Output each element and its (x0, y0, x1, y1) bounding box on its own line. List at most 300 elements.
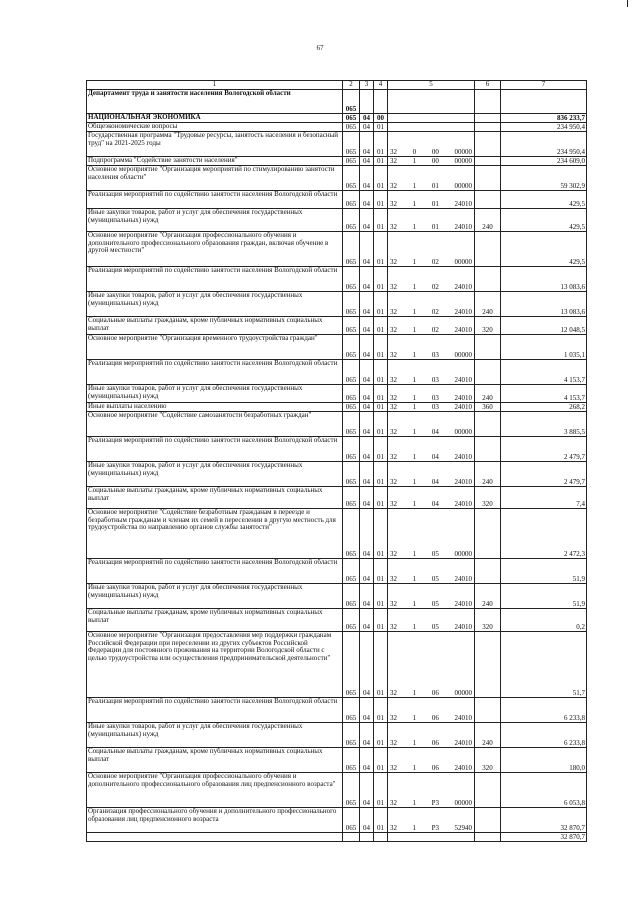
row-vr (475, 267, 501, 292)
csr-program: 32 (390, 763, 397, 772)
row-gr: 065 (343, 609, 360, 632)
row-sum: 234 950,4 (501, 123, 587, 132)
csr-direction: 00000 (454, 147, 472, 156)
row-name: Реализация мероприятий по содействию занятости населения Вологодской области (87, 267, 343, 292)
row-sum: 6 053,8 (501, 773, 587, 808)
csr-direction: 24010 (454, 599, 472, 608)
csr-event: 00 (431, 147, 439, 156)
csr-subprogram: 1 (412, 282, 417, 291)
csr-direction: 24010 (454, 307, 472, 316)
row-csr (388, 114, 475, 123)
row-sum: 2 472,3 (501, 509, 587, 559)
table-row (87, 114, 587, 123)
csr-event: 06 (431, 713, 439, 722)
row-rz: 04 (360, 191, 374, 209)
csr-direction: 24010 (454, 574, 472, 583)
row-pr: 01 (374, 191, 388, 209)
row-gr: 065 (343, 335, 360, 360)
row-rz (360, 90, 374, 114)
csr-subprogram: 1 (412, 599, 417, 608)
row-csr (388, 487, 475, 509)
csr-subprogram: 1 (412, 549, 417, 558)
csr-program: 32 (390, 599, 397, 608)
row-rz: 04 (360, 698, 374, 723)
row-pr: 01 (374, 748, 388, 773)
csr-event: 05 (431, 622, 439, 631)
row-gr: 065 (343, 191, 360, 209)
row-vr (475, 360, 501, 385)
csr-program: 32 (390, 222, 397, 231)
header-col-2: 2 (343, 81, 360, 90)
table-row (87, 209, 587, 232)
row-name: Основное мероприятие "Содействие самозанятости безработных граждан" (87, 412, 343, 437)
row-gr (343, 833, 360, 842)
row-sum: 180,0 (501, 748, 587, 773)
row-pr: 01 (374, 609, 388, 632)
row-rz: 04 (360, 360, 374, 385)
csr-code (389, 825, 473, 833)
csr-event: 04 (431, 427, 439, 436)
row-rz: 04 (360, 403, 374, 412)
csr-code (389, 404, 473, 412)
row-csr (388, 609, 475, 632)
table-row (87, 632, 587, 698)
row-vr (475, 191, 501, 209)
csr-subprogram: 1 (412, 713, 417, 722)
csr-program: 32 (390, 738, 397, 747)
row-pr: 01 (374, 166, 388, 191)
row-name: Социальные выплаты гражданам, кроме публичных нормативных социальных выплат (87, 609, 343, 632)
row-vr (475, 123, 501, 132)
csr-code (389, 601, 473, 609)
budget-table (86, 80, 587, 842)
row-vr (475, 232, 501, 267)
row-name: Основное мероприятие "Организация мероприятий по стимулированию занятости населения области" (87, 166, 343, 191)
csr-code (389, 395, 473, 403)
row-name: Основное мероприятие "Организация предоставления мер поддержки гражданам Российской Федерации при переселении из других субъектов Российской Федерации для постоянного проживания на территории Вологодской области с целью трудоустройства или осуществления предпринимательской деятельности" (87, 632, 343, 698)
csr-direction: 00000 (454, 350, 472, 359)
row-vr (475, 335, 501, 360)
csr-direction: 00000 (454, 798, 472, 807)
table-row (87, 412, 587, 437)
row-pr: 01 (374, 123, 388, 132)
row-gr: 065 (343, 487, 360, 509)
row-name: Основное мероприятие "Организация профессионального обучения и дополнительного профессионального образования лиц предпенсионного возраста" (87, 773, 343, 808)
row-csr (388, 90, 475, 114)
csr-event: 02 (431, 325, 439, 334)
row-csr (388, 317, 475, 335)
table-row (87, 267, 587, 292)
row-name: Иные закупки товаров, работ и услуг для обеспечения государственных (муниципальных) нужд (87, 462, 343, 487)
row-vr (475, 437, 501, 462)
csr-program: 32 (390, 549, 397, 558)
csr-subprogram: 1 (412, 688, 417, 697)
row-rz: 04 (360, 723, 374, 748)
row-pr: 01 (374, 385, 388, 403)
row-pr: 01 (374, 559, 388, 584)
csr-code (389, 501, 473, 509)
row-rz: 04 (360, 509, 374, 559)
csr-direction: 00000 (454, 549, 472, 558)
csr-program: 32 (390, 713, 397, 722)
row-name: Реализация мероприятий по содействию занятости населения Вологодской области (87, 437, 343, 462)
row-gr: 065 (343, 559, 360, 584)
row-sum: 7,4 (501, 487, 587, 509)
row-sum: 4 153,7 (501, 360, 587, 385)
row-gr: 065 (343, 360, 360, 385)
table-row (87, 232, 587, 267)
row-csr (388, 123, 475, 132)
row-name: Подпрограмма "Содействие занятости населения" (87, 157, 343, 166)
row-vr: 320 (475, 609, 501, 632)
csr-code (389, 327, 473, 335)
csr-event: 05 (431, 574, 439, 583)
table-row (87, 437, 587, 462)
csr-event: 05 (431, 549, 439, 558)
row-sum: 2 479,7 (501, 437, 587, 462)
row-name: Социальные выплаты гражданам, кроме публичных нормативных социальных выплат (87, 487, 343, 509)
csr-event: 05 (431, 599, 439, 608)
row-vr (475, 114, 501, 123)
row-name: Иные закупки товаров, работ и услуг для обеспечения государственных (муниципальных) нужд (87, 584, 343, 609)
row-name: Реализация мероприятий по содействию занятости населения Вологодской области (87, 191, 343, 209)
csr-subprogram: 1 (412, 325, 417, 334)
row-csr (388, 209, 475, 232)
row-vr: 240 (475, 292, 501, 317)
table-row (87, 462, 587, 487)
row-csr (388, 698, 475, 723)
row-name: Департамент труда и занятости населения Вологодской области (87, 90, 343, 114)
csr-code (389, 284, 473, 292)
csr-subprogram: 1 (412, 574, 417, 583)
csr-event: 03 (431, 350, 439, 359)
row-gr: 065 (343, 157, 360, 166)
row-name: Иные закупки товаров, работ и услуг для обеспечения государственных (муниципальных) нужд (87, 292, 343, 317)
row-vr: 240 (475, 723, 501, 748)
row-sum: 6 233,8 (501, 723, 587, 748)
row-csr (388, 335, 475, 360)
row-pr: 01 (374, 723, 388, 748)
csr-event: P3 (431, 823, 439, 832)
table-row (87, 90, 587, 114)
row-rz: 04 (360, 209, 374, 232)
csr-direction: 24010 (454, 402, 472, 411)
row-pr: 01 (374, 267, 388, 292)
csr-subprogram: 1 (412, 477, 417, 486)
table-row (87, 559, 587, 584)
csr-direction: 24010 (454, 375, 472, 384)
row-vr: 360 (475, 403, 501, 412)
csr-direction: 00000 (454, 156, 472, 165)
row-sum: 234 950,4 (501, 132, 587, 157)
row-sum: 268,2 (501, 403, 587, 412)
header-col-7: 7 (501, 81, 587, 90)
csr-direction: 24010 (454, 199, 472, 208)
row-csr (388, 232, 475, 267)
row-sum: 836 233,7 (501, 114, 587, 123)
csr-direction: 24010 (454, 713, 472, 722)
row-name: Основное мероприятие "Содействие безработным гражданам в переезде и безработным гражданам и членам их семей в переселении в другую местность для трудоустройства по направлению органов службы занятости" (87, 509, 343, 559)
csr-subprogram: 1 (412, 307, 417, 316)
csr-event: P3 (431, 798, 439, 807)
csr-subprogram: 1 (412, 622, 417, 631)
row-csr (388, 292, 475, 317)
header-col-3: 3 (360, 81, 374, 90)
row-pr: 01 (374, 292, 388, 317)
csr-direction: 24010 (454, 325, 472, 334)
csr-program: 32 (390, 798, 397, 807)
table-row (87, 833, 587, 842)
row-gr: 065 (343, 385, 360, 403)
csr-event: 06 (431, 763, 439, 772)
csr-direction: 24010 (454, 282, 472, 291)
csr-program: 32 (390, 307, 397, 316)
row-sum: 59 302,9 (501, 166, 587, 191)
row-vr: 240 (475, 209, 501, 232)
row-pr: 01 (374, 808, 388, 833)
csr-program: 32 (390, 147, 397, 156)
table-row (87, 292, 587, 317)
csr-subprogram: 1 (412, 199, 417, 208)
row-name: Социальные выплаты гражданам, кроме публичных нормативных социальных выплат (87, 317, 343, 335)
row-sum: 429,5 (501, 209, 587, 232)
row-pr: 01 (374, 584, 388, 609)
row-csr (388, 360, 475, 385)
row-csr (388, 559, 475, 584)
row-csr (388, 808, 475, 833)
row-pr: 01 (374, 412, 388, 437)
row-rz: 04 (360, 317, 374, 335)
csr-direction: 24010 (454, 222, 472, 231)
row-pr: 01 (374, 509, 388, 559)
csr-program: 32 (390, 375, 397, 384)
page-corner-mark (627, 0, 628, 7)
row-vr (475, 132, 501, 157)
csr-subprogram: 1 (412, 798, 417, 807)
row-vr (475, 808, 501, 833)
row-gr: 065 (343, 232, 360, 267)
row-csr (388, 632, 475, 698)
csr-event: 01 (431, 222, 439, 231)
csr-program: 32 (390, 199, 397, 208)
csr-event: 04 (431, 477, 439, 486)
row-rz: 04 (360, 166, 374, 191)
table-row (87, 748, 587, 773)
csr-direction: 24010 (454, 763, 472, 772)
csr-event: 02 (431, 282, 439, 291)
row-name: Реализация мероприятий по содействию занятости населения Вологодской области (87, 698, 343, 723)
row-sum: 4 153,7 (501, 385, 587, 403)
row-csr (388, 833, 475, 842)
row-csr (388, 723, 475, 748)
row-rz: 04 (360, 748, 374, 773)
row-sum: 6 233,8 (501, 698, 587, 723)
row-name: Государственная программа "Трудовые ресурсы, занятость населения и безопасный труд" на 2021-2025 годы (87, 132, 343, 157)
header-col-4: 4 (374, 81, 388, 90)
csr-subprogram: 1 (412, 427, 417, 436)
csr-program: 32 (390, 477, 397, 486)
row-name: Иные закупки товаров, работ и услуг для обеспечения государственных (муниципальных) нужд (87, 209, 343, 232)
row-vr: 240 (475, 584, 501, 609)
row-gr: 065 (343, 267, 360, 292)
csr-event: 06 (431, 738, 439, 747)
row-vr: 240 (475, 462, 501, 487)
csr-subprogram: 1 (412, 222, 417, 231)
csr-program: 32 (390, 427, 397, 436)
row-csr (388, 132, 475, 157)
csr-subprogram: 1 (412, 402, 417, 411)
table-row (87, 132, 587, 157)
row-csr (388, 584, 475, 609)
row-vr (475, 559, 501, 584)
table-row (87, 808, 587, 833)
csr-direction: 24010 (454, 738, 472, 747)
csr-code (389, 183, 473, 191)
row-sum: 0,2 (501, 609, 587, 632)
csr-direction: 24010 (454, 393, 472, 402)
row-csr (388, 462, 475, 487)
csr-code (389, 715, 473, 723)
row-pr (374, 833, 388, 842)
csr-program: 32 (390, 452, 397, 461)
row-rz: 04 (360, 114, 374, 123)
csr-code (389, 576, 473, 584)
row-sum: 234 609,0 (501, 157, 587, 166)
row-csr (388, 191, 475, 209)
csr-direction: 00000 (454, 257, 472, 266)
csr-code (389, 454, 473, 462)
row-gr: 065 (343, 723, 360, 748)
row-vr (475, 90, 501, 114)
row-gr: 065 (343, 437, 360, 462)
csr-code (389, 479, 473, 487)
csr-event: 04 (431, 452, 439, 461)
row-name: Реализация мероприятий по содействию занятости населения Вологодской области (87, 360, 343, 385)
row-pr: 01 (374, 232, 388, 267)
csr-direction: 00000 (454, 181, 472, 190)
row-gr: 065 (343, 166, 360, 191)
row-pr: 01 (374, 132, 388, 157)
row-pr: 01 (374, 487, 388, 509)
csr-direction: 24010 (454, 477, 472, 486)
csr-subprogram: 1 (412, 499, 417, 508)
csr-event: 03 (431, 402, 439, 411)
csr-code (389, 551, 473, 559)
csr-program: 32 (390, 181, 397, 190)
csr-code (389, 377, 473, 385)
row-rz: 04 (360, 412, 374, 437)
row-csr (388, 166, 475, 191)
csr-subprogram: 1 (412, 257, 417, 266)
csr-event: 01 (431, 199, 439, 208)
row-csr (388, 748, 475, 773)
csr-subprogram: 1 (412, 823, 417, 832)
csr-program: 32 (390, 499, 397, 508)
csr-code (389, 201, 473, 209)
row-rz: 04 (360, 437, 374, 462)
row-gr: 065 (343, 698, 360, 723)
row-rz (360, 833, 374, 842)
row-vr (475, 157, 501, 166)
csr-code (389, 352, 473, 360)
csr-program: 32 (390, 622, 397, 631)
row-rz: 04 (360, 123, 374, 132)
csr-code (389, 429, 473, 437)
row-csr (388, 412, 475, 437)
csr-subprogram: 1 (412, 452, 417, 461)
row-rz: 04 (360, 335, 374, 360)
csr-event: 01 (431, 181, 439, 190)
row-csr (388, 267, 475, 292)
row-name: Основное мероприятие "Организация временного трудоустройства граждан" (87, 335, 343, 360)
csr-direction: 00000 (454, 427, 472, 436)
row-gr: 065 (343, 748, 360, 773)
csr-program: 32 (390, 393, 397, 402)
csr-code (389, 224, 473, 232)
row-sum: 51,7 (501, 632, 587, 698)
page-number: 67 (316, 44, 324, 52)
csr-direction: 00000 (454, 688, 472, 697)
row-name: Основное мероприятие "Организация профессионального обучения и дополнительного профессионального образования граждан, включая обучение в другой местности" (87, 232, 343, 267)
csr-program: 32 (390, 257, 397, 266)
csr-event: 03 (431, 375, 439, 384)
row-gr: 065 (343, 114, 360, 123)
csr-event: 06 (431, 688, 439, 697)
table-row (87, 360, 587, 385)
row-vr (475, 509, 501, 559)
row-pr: 01 (374, 209, 388, 232)
row-vr: 320 (475, 748, 501, 773)
csr-code (389, 158, 473, 166)
row-pr: 01 (374, 462, 388, 487)
csr-subprogram: 0 (412, 147, 417, 156)
csr-event: 03 (431, 393, 439, 402)
row-vr (475, 773, 501, 808)
table-row (87, 723, 587, 748)
table-row (87, 698, 587, 723)
row-rz: 04 (360, 487, 374, 509)
csr-direction: 24010 (454, 499, 472, 508)
csr-subprogram: 1 (412, 393, 417, 402)
row-gr: 065 (343, 584, 360, 609)
table-row (87, 191, 587, 209)
row-rz: 04 (360, 773, 374, 808)
row-sum (501, 90, 587, 114)
csr-code (389, 740, 473, 748)
row-sum: 32 870,7 (501, 833, 587, 842)
row-vr: 320 (475, 487, 501, 509)
row-rz: 04 (360, 157, 374, 166)
csr-code (389, 624, 473, 632)
row-rz: 04 (360, 462, 374, 487)
row-pr: 01 (374, 157, 388, 166)
row-sum: 2 479,7 (501, 462, 587, 487)
table-row (87, 773, 587, 808)
row-sum: 32 870,7 (501, 808, 587, 833)
row-name: НАЦИОНАЛЬНАЯ ЭКОНОМИКА (87, 114, 343, 123)
table-header-row (87, 81, 587, 90)
row-sum: 51,9 (501, 559, 587, 584)
table-row (87, 487, 587, 509)
header-col-5: 5 (388, 81, 475, 90)
row-vr (475, 698, 501, 723)
csr-program: 32 (390, 688, 397, 697)
row-csr (388, 157, 475, 166)
csr-subprogram: 1 (412, 181, 417, 190)
row-rz: 04 (360, 132, 374, 157)
csr-direction: 24010 (454, 622, 472, 631)
table-row (87, 123, 587, 132)
